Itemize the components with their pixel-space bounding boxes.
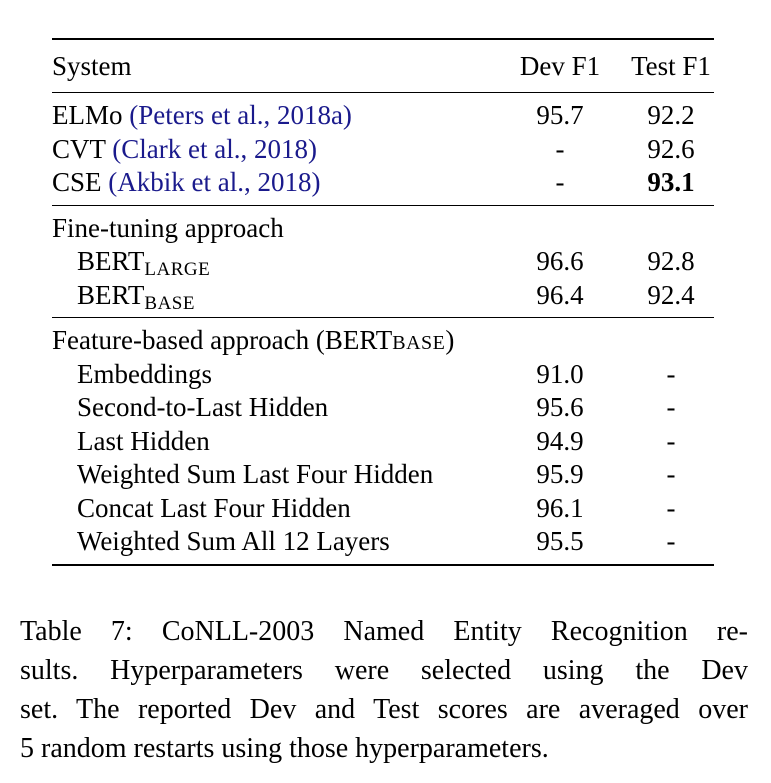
system-name: Weighted Sum All 12 Layers bbox=[77, 526, 390, 556]
dev-f1-value: 94.9 bbox=[536, 425, 584, 456]
system-name: Weighted Sum Last Four Hidden bbox=[77, 459, 434, 489]
system-name: Concat Last Four Hidden bbox=[77, 492, 351, 523]
group-title: Feature-based approach (BERTBASE) bbox=[52, 325, 455, 355]
test-f1-value: - bbox=[666, 526, 676, 556]
header-system: System bbox=[52, 51, 132, 81]
system-name: CVT bbox=[52, 133, 106, 164]
table-row bbox=[52, 458, 714, 492]
test-f1-value: 92.6 bbox=[647, 133, 695, 164]
test-f1-value-best: 93.1 bbox=[647, 167, 695, 197]
citation-link[interactable]: (Akbik et al., 2018) bbox=[108, 167, 321, 197]
system-name-subscript: LARGE bbox=[144, 259, 211, 280]
test-f1-value: - bbox=[666, 425, 676, 456]
test-f1-value: - bbox=[666, 392, 676, 422]
fine-tuning-group bbox=[52, 206, 714, 318]
dev-f1-value: 91.0 bbox=[536, 358, 584, 389]
system-name: CSE bbox=[52, 167, 102, 197]
citation-link[interactable]: (Peters et al., 2018a) bbox=[129, 100, 352, 130]
header-dev-f1: Dev F1 bbox=[519, 51, 601, 81]
dev-f1-value: 96.4 bbox=[536, 279, 584, 310]
test-f1-value: - bbox=[666, 459, 676, 489]
dev-f1-value: 95.6 bbox=[536, 392, 584, 422]
test-f1-value: - bbox=[666, 492, 676, 523]
dev-f1-value: 95.9 bbox=[536, 459, 584, 489]
table-row bbox=[52, 358, 714, 392]
table-row bbox=[52, 166, 714, 200]
dev-f1-value: 95.7 bbox=[536, 100, 584, 130]
system-name: Embeddings bbox=[77, 358, 212, 389]
feature-based-group bbox=[52, 318, 714, 564]
table-row bbox=[52, 425, 714, 459]
dev-f1-value: 96.6 bbox=[536, 246, 584, 276]
group-title-row bbox=[52, 212, 714, 246]
table-row bbox=[52, 525, 714, 559]
caption-line: sults. Hyperparameters were selected using the Dev bbox=[20, 655, 748, 686]
test-f1-value: 92.8 bbox=[647, 246, 695, 276]
table-row bbox=[52, 492, 714, 526]
table-row bbox=[52, 133, 714, 167]
header-test-f1: Test F1 bbox=[631, 51, 711, 81]
test-f1-value: - bbox=[666, 358, 676, 389]
dev-f1-value: 96.1 bbox=[536, 492, 584, 523]
citation-link[interactable]: (Clark et al., 2018) bbox=[112, 133, 317, 164]
table-row bbox=[52, 391, 714, 425]
caption-line: 5 random restarts using those hyperparameters. bbox=[20, 733, 549, 764]
table-row bbox=[52, 99, 714, 133]
baseline-group bbox=[52, 93, 714, 205]
system-name-subscript: BASE bbox=[144, 292, 195, 314]
group-title-row bbox=[52, 324, 714, 358]
test-f1-value: 92.2 bbox=[647, 100, 695, 130]
system-name: BERT bbox=[77, 246, 145, 276]
system-name: ELMo bbox=[52, 100, 123, 130]
bottom-rule bbox=[52, 564, 714, 566]
group-title: Fine-tuning approach bbox=[52, 212, 284, 243]
caption-line: set. The reported Dev and Test scores are averaged over bbox=[20, 694, 748, 725]
results-table bbox=[52, 38, 714, 566]
table-caption bbox=[20, 612, 748, 768]
test-f1-value: 92.4 bbox=[647, 279, 695, 310]
dev-f1-value: 95.5 bbox=[536, 526, 584, 556]
dev-f1-value: - bbox=[555, 167, 565, 197]
system-name: BERT bbox=[77, 279, 145, 310]
system-name: Second-to-Last Hidden bbox=[77, 392, 329, 422]
dev-f1-value: - bbox=[555, 133, 565, 164]
system-name: Last Hidden bbox=[77, 425, 210, 456]
table-header-row bbox=[52, 40, 714, 92]
table-row bbox=[52, 279, 714, 313]
caption-line: Table 7: CoNLL-2003 Named Entity Recognition re- bbox=[20, 616, 748, 647]
table-row bbox=[52, 245, 714, 279]
